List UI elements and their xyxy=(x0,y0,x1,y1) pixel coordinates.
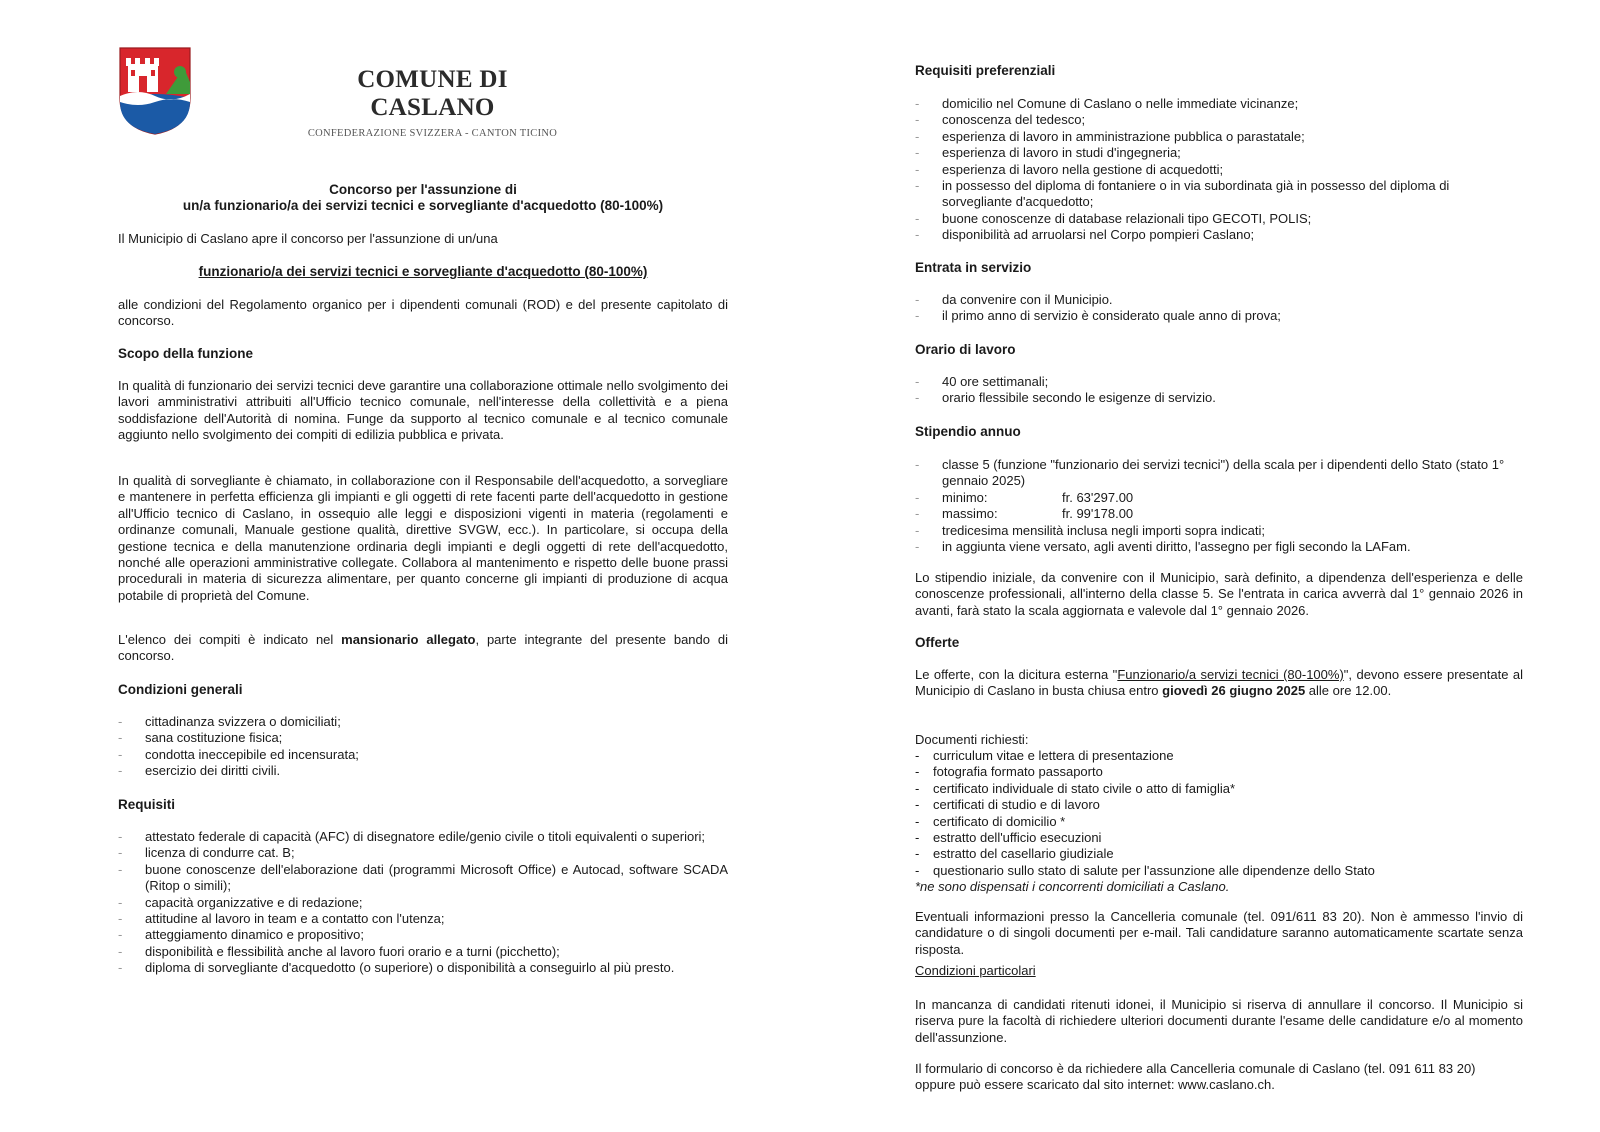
salary-max xyxy=(915,506,1523,522)
preferential-requirements-heading: Requisiti preferenziali xyxy=(915,63,1056,78)
form-paragraph: Il formulario di concorso è da richiedere alla Cancelleria comunale di Caslano (tel. 091 611 83 20) oppure può essere scaricato dal sito internet: www.caslano.ch. xyxy=(915,1061,1476,1093)
scope-paragraph-1: In qualità di funzionario dei servizi tecnici deve garantire una collaborazione ottimale nello svolgimento dei lavori amministrativi attribuiti all'Ufficio tecnico comunale, nell'interesse della collettività e a piena soddisfazione dell'Autorità di nomina. Funge da supporto al tecnico comunale e al tecnico comunale aggiunto nello svolgimento dei compiti di edilizia pubblica e privata. xyxy=(118,378,728,443)
conditions-text: alle condizioni del Regolamento organico per i dipendenti comunali (ROD) e del presente capitolato di concorso. xyxy=(118,297,728,329)
salary-max-value: fr. 99'178.00 xyxy=(1062,506,1134,522)
list-item: - disponibilità ad arruolarsi nel Corpo pompieri Caslano; xyxy=(915,227,1523,243)
start-of-service-heading: Entrata in servizio xyxy=(915,260,1032,275)
salary-max-label: - massimo: xyxy=(942,506,998,522)
offers-text-3: alle ore 12.00. xyxy=(1305,683,1392,699)
list-item: - licenza di condurre cat. B; xyxy=(118,845,728,861)
special-conditions-heading: Condizioni particolari xyxy=(915,963,1036,978)
list-item: - orario flessibile secondo le esigenze di servizio. xyxy=(915,390,1523,406)
salary-min-value: fr. 63'297.00 xyxy=(1062,489,1134,505)
documents-heading: Documenti richiesti: xyxy=(915,732,1029,747)
letterhead xyxy=(295,66,570,139)
working-hours-heading: Orario di lavoro xyxy=(915,342,1016,357)
salary-min xyxy=(915,490,1523,506)
salary-list xyxy=(915,457,1523,555)
salary-paragraph: Lo stipendio iniziale, da convenire con il Municipio, sarà definito, a dipendenza dell'esperienza e delle conoscenze professionali, all'interno della classe 5. Se l'entrata in carica avverrà dal 1° gennaio 2026 in avanti, farà stato la scala aggiornata e valevole dal 1° gennaio 2026. xyxy=(915,570,1523,618)
list-item: - estratto del casellario giudiziale xyxy=(915,846,1523,862)
caslano-coat-of-arms-icon xyxy=(118,46,192,136)
offers-text-1: Le offerte, con la dicitura esterna " xyxy=(915,667,1118,682)
scope-paragraph-2: In qualità di sorvegliante è chiamato, in collaborazione con il Responsabile dell'acquedotto, a sorvegliare e mantenere in perfetta efficienza gli impianti e gli oggetti di rete facenti parte dell'acquedotto in gestione all'Ufficio tecnico di Caslano, in ossequio alle leggi e disposizioni vigenti in materia (regolamenti e ordinanze comunali, Manuale gestione qualità, direttive SVGW, ecc.). In particolare, si occupa della gestione tecnica e della manutenzione ordinaria degli impianti e degli oggetti di rete dell'acquedotto, nonché alle operazioni amministrative collegate. Collabora al mantenimento e rispetto delle buone prassi procedurali in materia di sicurezza alimentare, per quanto concerne gli impianti di produzione di acqua potabile di proprietà del Comune. xyxy=(118,473,728,603)
commune-subtitle: CONFEDERAZIONE SVIZZERA - CANTON TICINO xyxy=(307,128,558,139)
competition-title-line1: Concorso per l'assunzione di xyxy=(329,182,517,197)
duties-text-before: L'elenco dei compiti è indicato nel xyxy=(118,632,342,647)
list-item: - esperienza di lavoro nella gestione di acquedotti; xyxy=(915,162,1523,178)
list-item: - atteggiamento dinamico e propositivo; xyxy=(118,927,728,943)
salary-min-label: - minimo: xyxy=(942,489,988,505)
duties-attachment: mansionario allegato xyxy=(341,632,476,647)
list-item: - condotta ineccepibile ed incensurata; xyxy=(118,747,728,763)
list-item: - esperienza di lavoro in amministrazione pubblica o parastatale; xyxy=(915,129,1523,145)
list-item: - 40 ore settimanali; xyxy=(915,374,1523,390)
duties-text-after: , parte integrante del presente bando di concorso. xyxy=(118,632,728,664)
list-item: - fotografia formato passaporto xyxy=(915,764,1523,780)
list-item: - in possesso del diploma di fontaniere o in via subordinata già in possesso del diploma di sorvegliante d'acquedotto; xyxy=(915,178,1523,211)
list-item: - questionario sullo stato di salute per l'assunzione alle dipendenze dello Stato xyxy=(915,863,1523,879)
list-item: - cittadinanza svizzera o domiciliati; xyxy=(118,714,728,730)
offers-text-2: ", devono essere presentate al Municipio di Caslano in busta chiusa entro xyxy=(915,667,1524,699)
list-item: - buone conoscenze di database relazionali tipo GECOTI, POLIS; xyxy=(915,211,1523,227)
competition-title xyxy=(118,182,728,215)
list-item: - buone conoscenze dell'elaborazione dati (programmi Microsoft Office) e Autocad, software SCADA (Ritop o simili); xyxy=(118,862,728,895)
list-item: - sana costituzione fisica; xyxy=(118,730,728,746)
list-item: - capacità organizzative e di redazione; xyxy=(118,895,728,911)
list-item: - certificato di domicilio * xyxy=(915,814,1523,830)
salary-13th: - tredicesima mensilità inclusa negli importi sopra indicati; xyxy=(915,523,1523,539)
duties-paragraph xyxy=(118,632,728,665)
list-item: - attitudine al lavoro in team e a contatto con l'utenza; xyxy=(118,911,728,927)
list-item: - domicilio nel Comune di Caslano o nelle immediate vicinanze; xyxy=(915,96,1523,112)
list-item: - esercizio dei diritti civili. xyxy=(118,763,728,779)
info-paragraph: Eventuali informazioni presso la Cancelleria comunale (tel. 091/611 83 20). Non è ammesso l'invio di candidature o di singoli documenti per e-mail. Tali candidature saranno automaticamente scartate senza risposta. xyxy=(915,909,1523,957)
list-item: - certificati di studio e di lavoro xyxy=(915,797,1523,813)
documents-list xyxy=(915,748,1523,879)
documents-note: *ne sono dispensati i concorrenti domiciliati a Caslano. xyxy=(915,879,1230,894)
list-item: - disponibilità e flessibilità anche al lavoro fuori orario e a turni (picchetto); xyxy=(118,944,728,960)
preferential-requirements-list xyxy=(915,96,1523,244)
list-item: - estratto dell'ufficio esecuzioni xyxy=(915,830,1523,846)
list-item: - diploma di sorvegliante d'acquedotto (o superiore) o disponibilità a conseguirlo al più presto. xyxy=(118,960,728,976)
scope-heading: Scopo della funzione xyxy=(118,346,254,361)
general-conditions-heading: Condizioni generali xyxy=(118,682,243,697)
requirements-list xyxy=(118,829,728,977)
intro-text: Il Municipio di Caslano apre il concorso per l'assunzione di un/una xyxy=(118,231,498,246)
list-item: - conoscenza del tedesco; xyxy=(915,112,1523,128)
working-hours-list xyxy=(915,374,1523,407)
offers-deadline: giovedì 26 giugno 2025 xyxy=(1162,683,1306,699)
start-of-service-list xyxy=(915,292,1523,325)
offers-heading: Offerte xyxy=(915,635,960,650)
salary-class: - classe 5 (funzione "funzionario dei servizi tecnici") della scala per i dipendenti dello Stato (stato 1° gennaio 2025) xyxy=(915,457,1523,490)
commune-name: COMUNE DI CASLANO xyxy=(357,66,508,121)
list-item: - da convenire con il Municipio. xyxy=(915,292,1523,308)
general-conditions-list xyxy=(118,714,728,780)
competition-title-line2: un/a funzionario/a dei servizi tecnici e sorvegliante d'acquedotto (80-100%) xyxy=(182,198,664,214)
list-item: - certificato individuale di stato civile o atto di famiglia* xyxy=(915,781,1523,797)
list-item: - curriculum vitae e lettera di presentazione xyxy=(915,748,1523,764)
position-title: funzionario/a dei servizi tecnici e sorvegliante d'acquedotto (80-100%) xyxy=(198,264,648,279)
requirements-heading: Requisiti xyxy=(118,797,176,812)
list-item: - esperienza di lavoro in studi d'ingegneria; xyxy=(915,145,1523,161)
list-item: - attestato federale di capacità (AFC) di disegnatore edile/genio civile o titoli equivalenti o superiori; xyxy=(118,829,728,845)
special-conditions-paragraph: In mancanza di candidati ritenuti idonei, il Municipio si riserva di annullare il concorso. Il Municipio si riserva pure la facoltà di richiedere ulteriori documenti durante l'esame delle candidature e/o al momento dell'assunzione. xyxy=(915,997,1523,1045)
offers-paragraph xyxy=(915,667,1523,700)
offers-subject: Funzionario/a servizi tecnici (80-100%) xyxy=(1117,667,1344,682)
list-item: - il primo anno di servizio è considerato quale anno di prova; xyxy=(915,308,1523,324)
salary-heading: Stipendio annuo xyxy=(915,424,1021,439)
salary-family-allowance: - in aggiunta viene versato, agli aventi diritto, l'assegno per figli secondo la LAFam. xyxy=(915,539,1523,555)
